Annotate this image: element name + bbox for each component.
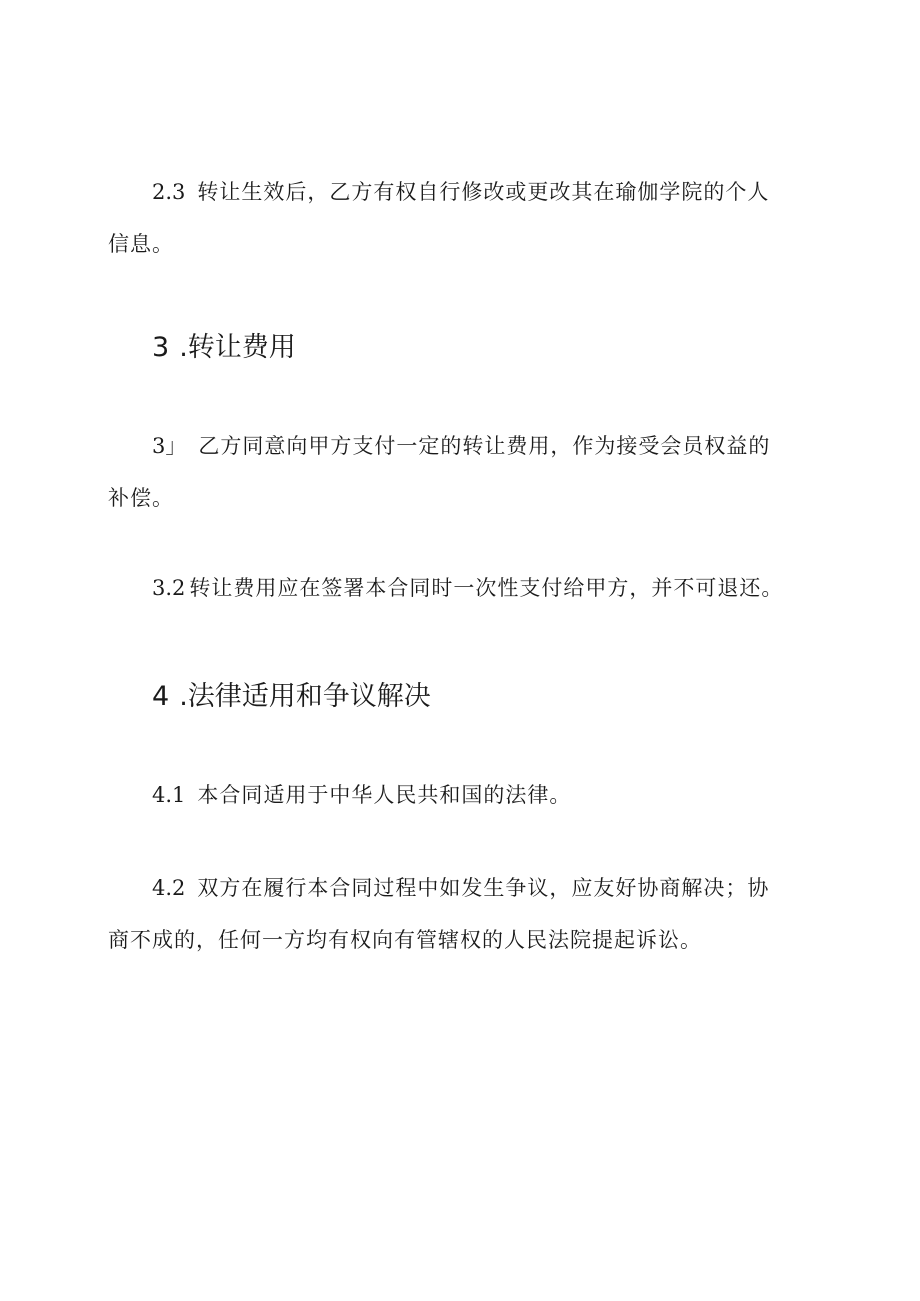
clause-text: 转让费用应在签署本合同时一次性支付给甲方，并不可退还。 (189, 576, 784, 600)
clause-number: 3」 (152, 434, 187, 458)
section-number: 3 (152, 332, 170, 363)
clause-number: 3.2 (152, 576, 186, 600)
clause-number: 2.3 (152, 180, 186, 204)
clause-text: 转让生效后，乙方有权自行修改或更改其在瑜伽学院的个人信息。 (108, 180, 770, 256)
clause-number: 4.1 (152, 783, 186, 807)
section-number: 4 (152, 681, 170, 712)
section-title: .转让费用 (179, 332, 296, 363)
clause-text: 本合同适用于中华人民共和国的法律。 (197, 783, 572, 807)
clause-3-2 (108, 562, 788, 614)
clause-text: 乙方同意向甲方支付一定的转让费用，作为接受会员权益的补偿。 (108, 434, 771, 510)
section-title: .法律适用和争议解决 (179, 681, 431, 712)
clause-3-1 (108, 420, 788, 524)
clause-2-3 (108, 166, 788, 270)
section-heading-4 (152, 677, 431, 717)
clause-4-1 (108, 769, 788, 821)
clause-number: 4.2 (152, 876, 186, 900)
section-heading-3 (152, 328, 296, 368)
clause-text: 双方在履行本合同过程中如发生争议，应友好协商解决；协商不成的，任何一方均有权向有管辖权的人民法院提起诉讼。 (108, 876, 770, 952)
clause-4-2 (108, 862, 788, 966)
